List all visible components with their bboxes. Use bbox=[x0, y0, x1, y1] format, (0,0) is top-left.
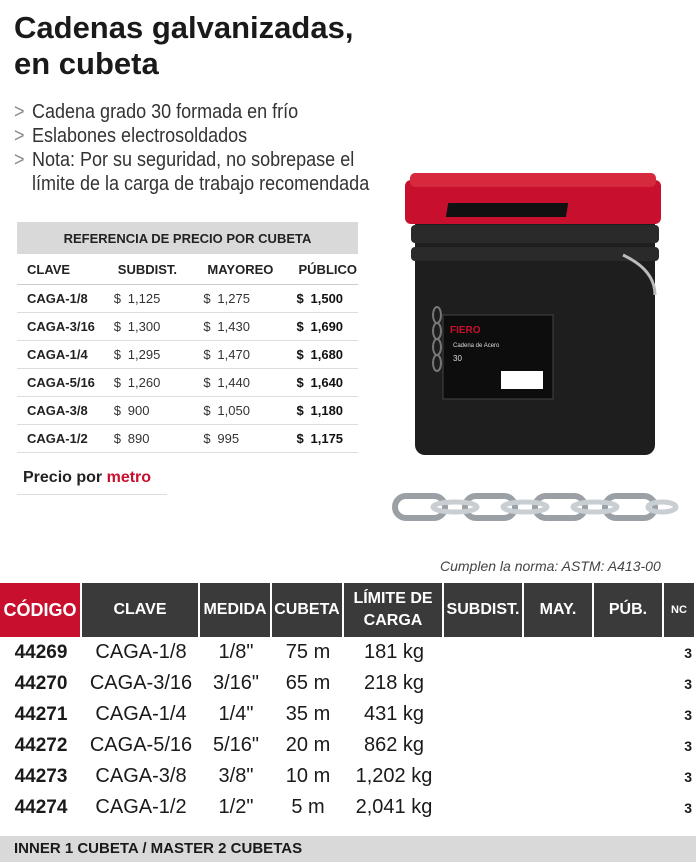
price-value: 1,175 bbox=[310, 431, 344, 446]
price-value: 995 bbox=[217, 431, 240, 446]
price-per-meter-label bbox=[17, 458, 167, 495]
cell-may bbox=[524, 699, 594, 730]
cell-cubeta: 75 m bbox=[285, 641, 331, 663]
currency-symbol: $ bbox=[296, 347, 304, 362]
ref-cell-clave: CAGA-5/16 bbox=[17, 369, 108, 397]
title-line-2: en cubeta bbox=[14, 46, 159, 81]
cell-limite-carga: 862 kg bbox=[363, 734, 425, 756]
ref-cell-subdist bbox=[108, 397, 198, 425]
cell-may bbox=[524, 792, 594, 823]
cell-codigo: 44273 bbox=[14, 765, 68, 787]
table-row bbox=[0, 730, 696, 761]
header-codigo: CÓDIGO bbox=[0, 583, 82, 637]
price-per-label: Precio por bbox=[23, 469, 103, 486]
ref-cell-mayoreo bbox=[197, 397, 288, 425]
cell-clave: CAGA-3/16 bbox=[89, 672, 193, 694]
cell-clave: CAGA-1/8 bbox=[95, 641, 187, 663]
ref-header-subdist: SUBDIST. bbox=[108, 254, 198, 285]
cell-limite-carga: 1,202 kg bbox=[355, 765, 433, 787]
cell-codigo: 44270 bbox=[14, 672, 68, 694]
price-value: 1,300 bbox=[127, 319, 161, 334]
cell-may bbox=[524, 761, 594, 792]
ref-cell-mayoreo bbox=[197, 285, 288, 313]
ref-cell-clave: CAGA-1/2 bbox=[17, 425, 108, 453]
price-reference-table bbox=[17, 222, 358, 453]
feature-text: Eslabones electrosoldados bbox=[32, 125, 248, 147]
cell-medida: 3/16" bbox=[212, 672, 260, 694]
ref-cell-mayoreo bbox=[197, 313, 288, 341]
currency-symbol: $ bbox=[203, 347, 211, 362]
currency-symbol: $ bbox=[113, 347, 122, 362]
currency-symbol: $ bbox=[296, 431, 304, 446]
feature-item bbox=[14, 100, 422, 124]
cell-clave: CAGA-1/4 bbox=[95, 703, 187, 725]
feature-list bbox=[14, 100, 404, 196]
packing-footer: INNER 1 CUBETA / MASTER 2 CUBETAS bbox=[0, 836, 696, 862]
ref-cell-publico bbox=[289, 369, 359, 397]
cell-limite-carga: 431 kg bbox=[363, 703, 425, 725]
price-value: 1,260 bbox=[127, 375, 161, 390]
table-row bbox=[0, 637, 696, 668]
ref-cell-subdist bbox=[108, 425, 198, 453]
cell-nc: 3 bbox=[684, 799, 692, 816]
cell-pub bbox=[594, 761, 664, 792]
bullet-arrow-icon: > bbox=[14, 101, 25, 123]
cell-codigo: 44272 bbox=[14, 734, 68, 756]
cell-clave: CAGA-5/16 bbox=[89, 734, 193, 756]
cell-clave: CAGA-1/2 bbox=[95, 796, 187, 818]
currency-symbol: $ bbox=[296, 291, 304, 306]
header-may: MAY. bbox=[524, 583, 594, 637]
cell-clave: CAGA-3/8 bbox=[95, 765, 187, 787]
price-value: 1,125 bbox=[127, 291, 161, 306]
ref-cell-clave: CAGA-1/4 bbox=[17, 341, 108, 369]
currency-symbol: $ bbox=[113, 403, 122, 418]
table-row bbox=[0, 699, 696, 730]
cell-subdist bbox=[444, 761, 524, 792]
bullet-arrow-icon: > bbox=[14, 149, 25, 171]
cell-nc: 3 bbox=[684, 768, 692, 785]
feature-item bbox=[14, 148, 422, 172]
cell-cubeta: 10 m bbox=[285, 765, 331, 787]
bullet-arrow-icon: > bbox=[14, 125, 25, 147]
ref-table-row bbox=[17, 341, 358, 369]
chain-image bbox=[390, 488, 680, 533]
cell-nc: 3 bbox=[684, 675, 692, 692]
ref-table-row bbox=[17, 313, 358, 341]
bucket-grade: 30 bbox=[453, 354, 462, 363]
currency-symbol: $ bbox=[203, 319, 211, 334]
cell-may bbox=[524, 730, 594, 761]
cell-nc: 3 bbox=[684, 706, 692, 723]
ref-cell-mayoreo bbox=[197, 369, 288, 397]
price-value: 890 bbox=[127, 431, 150, 446]
cell-medida: 1/4" bbox=[218, 703, 254, 725]
price-reference-heading: REFERENCIA DE PRECIO POR CUBETA bbox=[17, 222, 358, 254]
cell-medida: 1/2" bbox=[218, 796, 254, 818]
ref-cell-publico bbox=[289, 425, 359, 453]
cell-nc: 3 bbox=[684, 644, 692, 661]
standard-note: Cumplen la norma: ASTM: A413-00 bbox=[440, 558, 661, 574]
ref-table-row bbox=[17, 285, 358, 313]
feature-text: límite de la carga de trabajo recomendada bbox=[32, 173, 370, 195]
cell-subdist bbox=[444, 792, 524, 823]
header-nc: NC bbox=[664, 583, 696, 637]
ref-cell-clave: CAGA-3/8 bbox=[17, 397, 108, 425]
cell-subdist bbox=[444, 668, 524, 699]
currency-symbol: $ bbox=[113, 431, 122, 446]
ref-header-mayoreo: MAYOREO bbox=[197, 254, 288, 285]
feature-text: Cadena grado 30 formada en frío bbox=[32, 101, 299, 123]
header-medida: MEDIDA bbox=[200, 583, 272, 637]
cell-subdist bbox=[444, 637, 524, 668]
ref-header-clave: CLAVE bbox=[17, 254, 108, 285]
currency-symbol: $ bbox=[203, 375, 211, 390]
price-value: 1,500 bbox=[310, 291, 344, 306]
ref-cell-publico bbox=[289, 341, 359, 369]
product-table bbox=[0, 583, 696, 823]
cell-limite-carga: 2,041 kg bbox=[355, 796, 433, 818]
price-value: 1,430 bbox=[217, 319, 250, 334]
currency-symbol: $ bbox=[113, 291, 122, 306]
cell-codigo: 44274 bbox=[14, 796, 68, 818]
ref-cell-clave: CAGA-3/16 bbox=[17, 313, 108, 341]
bucket-label-text: Cadena de Acero bbox=[453, 343, 500, 349]
price-unit-label: metro bbox=[106, 469, 152, 486]
cell-pub bbox=[594, 637, 664, 668]
price-value: 1,470 bbox=[217, 347, 250, 362]
cell-limite-carga: 181 kg bbox=[363, 641, 425, 663]
price-value: 1,275 bbox=[217, 291, 250, 306]
price-value: 1,440 bbox=[217, 375, 250, 390]
header-cubeta: CUBETA bbox=[272, 583, 344, 637]
table-row bbox=[0, 668, 696, 699]
table-row bbox=[0, 761, 696, 792]
cell-cubeta: 5 m bbox=[291, 796, 325, 818]
currency-symbol: $ bbox=[296, 319, 304, 334]
cell-medida: 3/8" bbox=[218, 765, 254, 787]
price-value: 1,050 bbox=[217, 403, 250, 418]
price-value: 1,690 bbox=[310, 319, 344, 334]
header-limite-carga bbox=[344, 583, 444, 637]
ref-cell-mayoreo bbox=[197, 341, 288, 369]
chain-bucket-image bbox=[405, 165, 675, 465]
cell-pub bbox=[594, 699, 664, 730]
currency-symbol: $ bbox=[203, 431, 211, 446]
cell-pub bbox=[594, 792, 664, 823]
feature-item bbox=[14, 172, 422, 196]
cell-nc: 3 bbox=[684, 737, 692, 754]
feature-item bbox=[14, 124, 422, 148]
ref-cell-subdist bbox=[108, 369, 198, 397]
title-line-1: Cadenas galvanizadas, bbox=[14, 10, 354, 45]
cell-limite-carga: 218 kg bbox=[363, 672, 425, 694]
cell-cubeta: 20 m bbox=[285, 734, 331, 756]
cell-subdist bbox=[444, 699, 524, 730]
cell-codigo: 44269 bbox=[14, 641, 68, 663]
currency-symbol: $ bbox=[296, 375, 304, 390]
cell-pub bbox=[594, 730, 664, 761]
cell-pub bbox=[594, 668, 664, 699]
ref-table-row bbox=[17, 369, 358, 397]
cell-may bbox=[524, 668, 594, 699]
header-limite: LÍMITE DE bbox=[353, 590, 433, 607]
header-clave: CLAVE bbox=[82, 583, 200, 637]
ref-cell-subdist bbox=[108, 313, 198, 341]
page-title bbox=[14, 10, 434, 82]
ref-table-row bbox=[17, 425, 358, 453]
price-value: 900 bbox=[127, 403, 150, 418]
cell-subdist bbox=[444, 730, 524, 761]
bucket-brand: FIERO bbox=[450, 325, 481, 336]
cell-medida: 5/16" bbox=[212, 734, 260, 756]
currency-symbol: $ bbox=[203, 291, 211, 306]
cell-codigo: 44271 bbox=[14, 703, 68, 725]
currency-symbol: $ bbox=[113, 375, 122, 390]
ref-cell-publico bbox=[289, 397, 359, 425]
header-pub: PÚB. bbox=[594, 583, 664, 637]
ref-cell-publico bbox=[289, 285, 359, 313]
ref-cell-subdist bbox=[108, 285, 198, 313]
price-value: 1,180 bbox=[310, 403, 344, 418]
ref-cell-clave: CAGA-1/8 bbox=[17, 285, 108, 313]
ref-table-row bbox=[17, 397, 358, 425]
price-value: 1,680 bbox=[310, 347, 344, 362]
ref-cell-subdist bbox=[108, 341, 198, 369]
cell-cubeta: 35 m bbox=[285, 703, 331, 725]
cell-medida: 1/8" bbox=[218, 641, 254, 663]
cell-cubeta: 65 m bbox=[285, 672, 331, 694]
header-carga: CARGA bbox=[363, 612, 423, 629]
feature-text: Nota: Por su seguridad, no sobrepase el bbox=[32, 149, 355, 171]
price-value: 1,295 bbox=[127, 347, 161, 362]
table-row bbox=[0, 792, 696, 823]
header-subdist: SUBDIST. bbox=[444, 583, 524, 637]
ref-cell-mayoreo bbox=[197, 425, 288, 453]
currency-symbol: $ bbox=[203, 403, 211, 418]
ref-header-publico: PÚBLICO bbox=[289, 254, 359, 285]
ref-cell-publico bbox=[289, 313, 359, 341]
cell-may bbox=[524, 637, 594, 668]
price-value: 1,640 bbox=[310, 375, 344, 390]
currency-symbol: $ bbox=[113, 319, 122, 334]
currency-symbol: $ bbox=[296, 403, 304, 418]
